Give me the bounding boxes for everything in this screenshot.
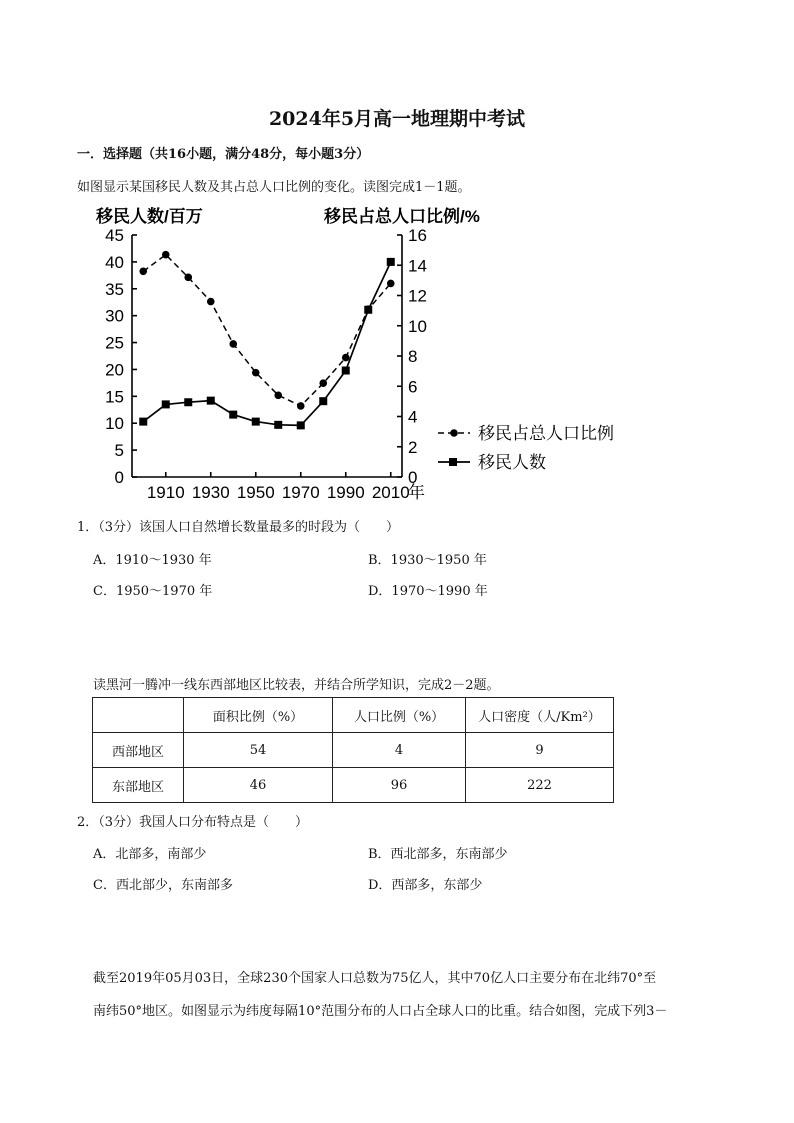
table-cell: 4 [333,733,466,768]
right-y-tick-label: 6 [408,377,418,397]
left-y-tick-label: 5 [114,441,124,461]
intro-paragraph-3-line-1: 截至2019年05月03日，全球230个国家人口总数为75亿人，其中70亿人口主要分布在北纬70°至 [93,971,657,986]
ratio-data-point [387,280,395,288]
right-y-tick-label: 12 [408,286,427,306]
page-title: 2024年5月高一地理期中考试 [268,108,526,130]
legend-count-label: 移民人数 [478,453,546,472]
legend-ratio-label: 移民占总人口比例 [478,424,614,443]
left-y-tick-label: 45 [105,226,124,245]
left-y-tick-label: 40 [105,252,124,272]
x-tick-label: 1950 [236,483,275,502]
left-y-tick-label: 25 [105,333,124,353]
chart-legend [436,418,636,480]
table-cell: 222 [466,768,614,803]
count-data-point [319,397,327,405]
ratio-data-point [274,392,282,400]
x-tick-label: 1990 [326,483,365,502]
right-y-tick-label: 14 [408,256,427,276]
ratio-data-point [139,268,147,276]
table-cell: 9 [466,733,614,768]
left-y-tick-label: 20 [105,360,124,380]
q1-option-a[interactable]: A．1910～1930 年 [93,553,212,568]
right-y-tick-label: 16 [408,226,427,245]
count-data-point [364,306,372,314]
x-tick-label: 1970 [281,483,320,502]
ratio-data-point [207,298,215,306]
table-row [93,733,614,768]
count-data-point [252,418,260,426]
table-header-cell: 面积比例（%） [184,698,333,733]
left-axis-title: 移民人数/百万 [96,207,203,226]
legend-ratio-marker [450,429,458,437]
x-tick-label: 1910 [146,483,185,502]
table-cell: 54 [184,733,333,768]
ratio-data-point [252,369,260,377]
count-data-point [387,258,395,266]
table-cell: 东部地区 [93,768,184,803]
table-cell: 46 [184,768,333,803]
q2-option-c[interactable]: C．西北部少，东南部多 [93,878,233,893]
count-data-point [274,421,282,429]
section-header: 一．选择题（共16小题，满分48分，每小题3分） [77,147,370,162]
right-y-tick-label: 2 [408,437,418,457]
count-data-point [297,421,305,429]
ratio-data-point [162,251,170,259]
table-cell: 西部地区 [93,733,184,768]
ratio-data-point [229,340,237,348]
x-tick-label: 2010 [371,483,410,502]
ratio-data-point [297,402,305,410]
table-header-cell: 人口比例（%） [333,698,466,733]
table-header-cell [93,698,184,733]
right-y-tick-label: 4 [408,407,418,427]
ratio-data-point [319,379,327,387]
q1-stem: 1．（3分）该国人口自然增长数量最多的时段为（ ） [77,520,400,535]
table-row [93,768,614,803]
table-header-cell: 人口密度（人/Km²） [466,698,614,733]
ratio-data-point [342,354,350,362]
left-y-tick-label: 30 [105,306,124,326]
right-y-tick-label: 0 [408,468,418,487]
count-data-point [207,397,215,405]
intro-paragraph-2: 读黑河一腾冲一线东西部地区比较表，并结合所学知识，完成2－2题。 [93,678,500,693]
left-y-tick-label: 10 [105,414,124,434]
migration-chart [88,198,480,508]
table-cell: 96 [333,768,466,803]
count-series-line [143,262,390,426]
count-data-point [229,411,237,419]
intro-paragraph-1: 如图显示某国移民人数及其占总人口比例的变化。读图完成1－1题。 [77,180,471,195]
count-data-point [342,367,350,375]
right-y-tick-label: 8 [408,347,418,366]
q1-option-c[interactable]: C．1950～1970 年 [93,584,213,599]
ratio-data-point [184,274,192,282]
q2-option-d[interactable]: D．西部多，东部少 [368,878,483,893]
q1-option-b[interactable]: B．1930～1950 年 [368,553,487,568]
left-y-tick-label: 35 [105,279,124,299]
q1-option-d[interactable]: D．1970～1990 年 [368,584,488,599]
intro-paragraph-3-line-2: 南纬50°地区。如图显示为纬度每隔10°范围分布的人口占全球人口的比重。结合如图，完成下列3－ [93,1004,668,1019]
q2-stem: 2．（3分）我国人口分布特点是（ ） [77,815,309,830]
comparison-table [92,697,614,803]
count-data-point [184,398,192,406]
count-data-point [162,400,170,408]
q2-option-b[interactable]: B．西北部多，东南部少 [368,847,508,862]
q2-option-a[interactable]: A．北部多，南部少 [93,847,207,862]
left-y-tick-label: 0 [114,468,124,487]
table-header-row [93,698,614,733]
left-y-tick-label: 15 [105,387,124,407]
right-axis-title: 移民占总人口比例/% [324,207,480,226]
ratio-series-line [143,255,390,406]
x-tick-label: 1930 [191,483,230,502]
count-data-point [139,418,147,426]
legend-count-marker [449,458,457,466]
right-y-tick-label: 10 [408,316,427,336]
x-axis-unit-label: 年 [408,483,425,502]
